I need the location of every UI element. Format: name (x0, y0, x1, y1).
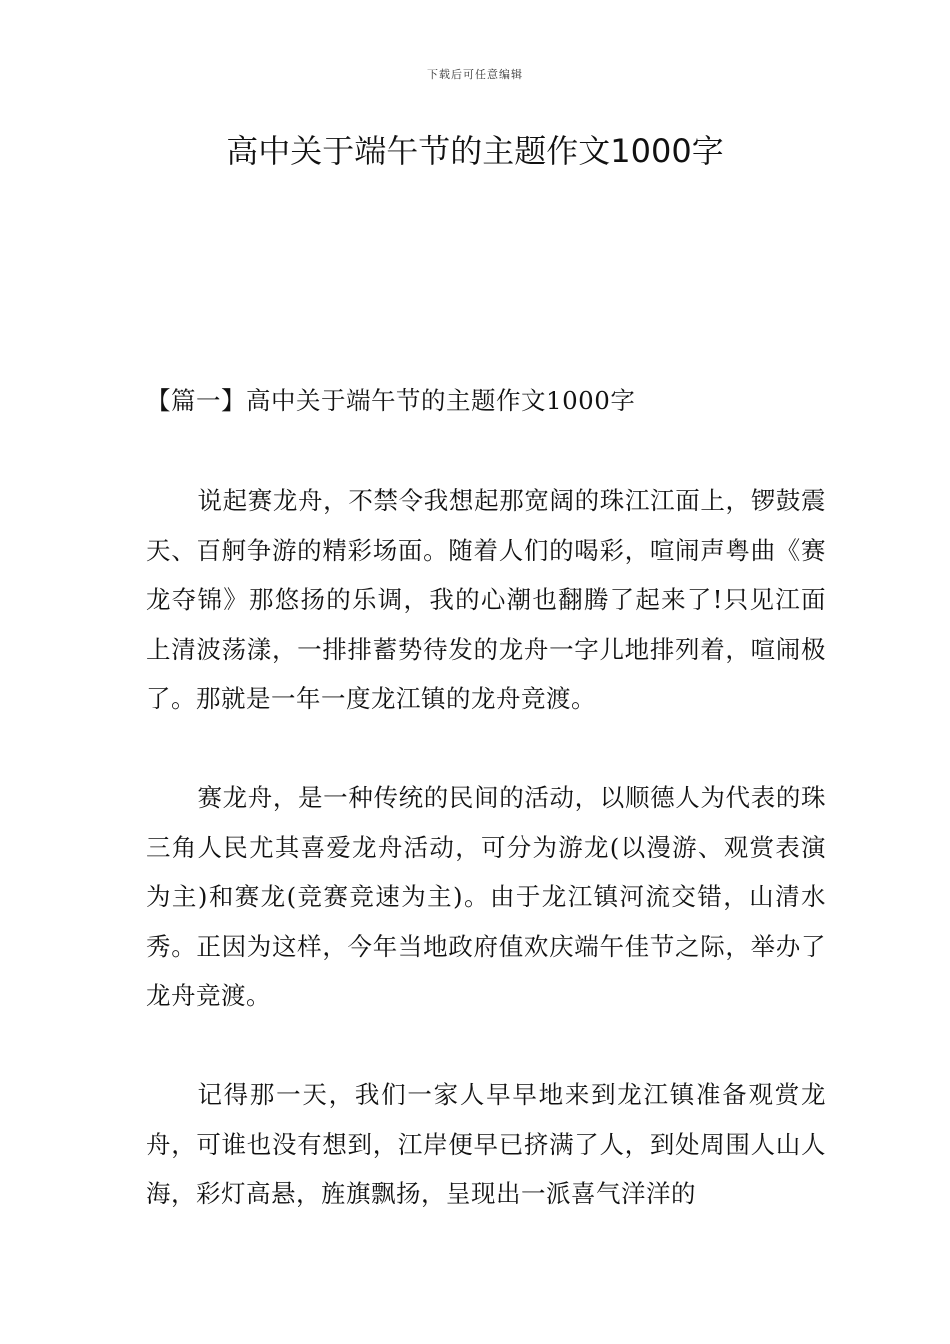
paragraph-1: 说起赛龙舟，不禁令我想起那宽阔的珠江江面上，锣鼓震天、百舸争游的精彩场面。随着人们的喝彩，喧闹声粤曲《赛龙夺锦》那悠扬的乐调，我的心潮也翻腾了起来了!只见江面上清波荡漾，一排排蓄势待发的龙舟一字儿地排列着，喧闹极了。那就是一年一度龙江镇的龙舟竞渡。 (146, 486, 826, 713)
paragraph-2: 赛龙舟，是一种传统的民间的活动，以顺德人为代表的珠三角人民尤其喜爱龙舟活动，可分为游龙(以漫游、观赏表演为主)和赛龙(竞赛竞速为主)。由于龙江镇河流交错，山清水秀。正因为这样，今年当地政府值欢庆端午佳节之际，举办了龙舟竞渡。 (146, 783, 826, 1010)
section-heading: 【篇一】高中关于端午节的主题作文1000字 (146, 386, 636, 415)
paragraph-3: 记得那一天，我们一家人早早地来到龙江镇准备观赏龙舟，可谁也没有想到，江岸便早已挤满了人，到处周围人山人海，彩灯高悬，旌旗飘扬，呈现出一派喜气洋洋的 (146, 1080, 826, 1208)
document-title: 高中关于端午节的主题作文1000字 (226, 132, 724, 170)
header-note: 下载后可任意编辑 (427, 68, 523, 81)
